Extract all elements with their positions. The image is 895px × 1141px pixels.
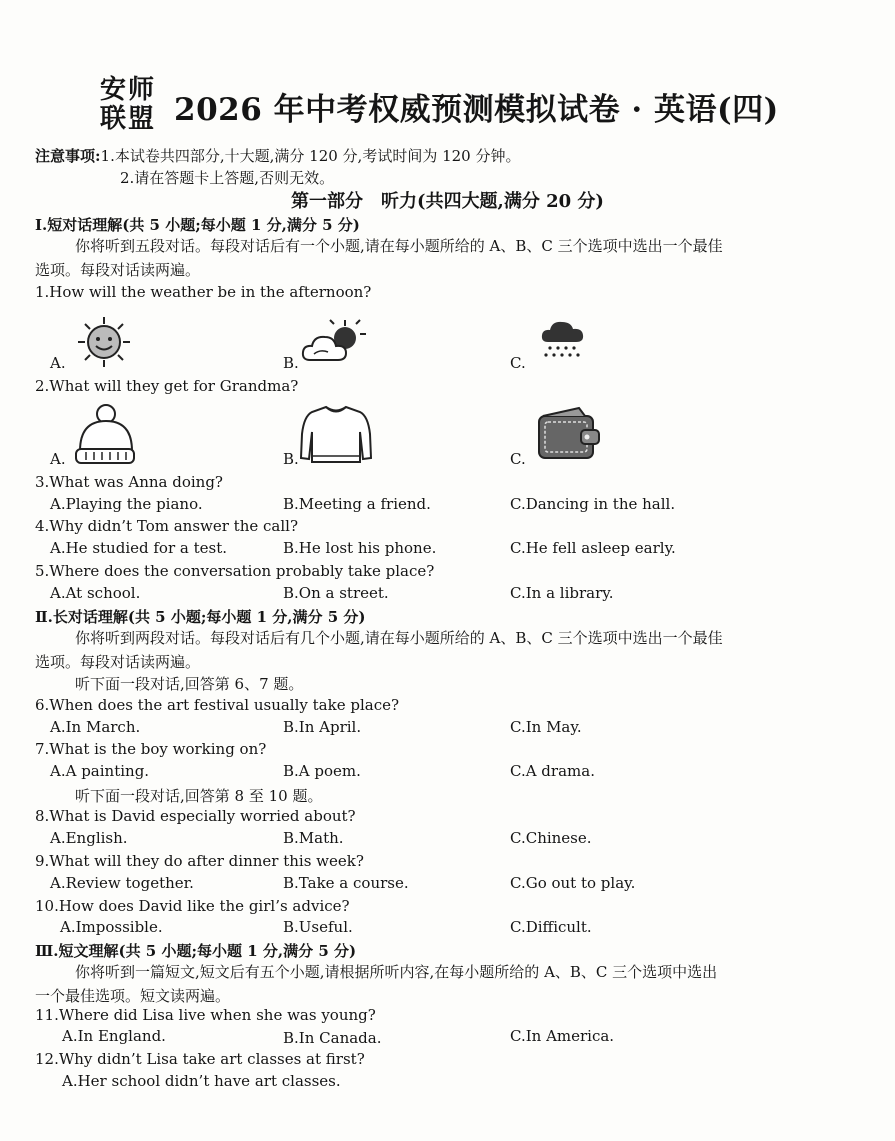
notice-label: 注意事项: <box>35 147 101 165</box>
q3-option-a: A.Playing the piano. <box>50 495 203 513</box>
notice-item-2: 2.请在答题卡上答题,否则无效。 <box>120 169 335 187</box>
section-2-instruction <box>35 627 870 649</box>
notice-item-1: 1.本试卷共四部分,十大题,满分 120 分,考试时间为 120 分钟。 <box>100 147 521 165</box>
section-1-heading: Ⅰ.短对话理解(共 5 小题;每小题 1 分,满分 5 分) <box>35 216 360 234</box>
q7-option-a: A.A painting. <box>50 762 150 780</box>
question-8: 8.What is David especially worried about? <box>35 807 356 825</box>
question-2: 2.What will they get for Grandma? <box>35 377 299 395</box>
q1-option-a-label: A. <box>50 354 66 372</box>
question-11: 11.Where did Lisa live when she was young? <box>35 1006 376 1024</box>
q5-option-a: A.At school. <box>50 584 141 602</box>
q10-option-c: C.Difficult. <box>510 918 592 936</box>
sun-icon <box>76 316 132 368</box>
q11-option-c: C.In America. <box>510 1027 615 1045</box>
q3-option-c: C.Dancing in the hall. <box>510 495 676 513</box>
exam-title: 2026 年中考权威预测模拟试卷 · 英语(四) <box>174 92 779 128</box>
q7-option-b: B.A poem. <box>283 762 361 780</box>
q6-option-b: B.In April. <box>283 718 362 736</box>
q2-option-a-label: A. <box>50 450 66 468</box>
section-2-sub-2: 听下面一段对话,回答第 8 至 10 题。 <box>75 787 323 805</box>
publisher-logo <box>100 76 170 134</box>
question-3: 3.What was Anna doing? <box>35 473 223 491</box>
q2-option-b-label: B. <box>283 450 299 468</box>
q12-option-a: A.Her school didn’t have art classes. <box>62 1072 341 1090</box>
q9-option-c: C.Go out to play. <box>510 874 636 892</box>
wallet-icon <box>535 406 601 462</box>
question-5: 5.Where does the conversation probably take place? <box>35 562 435 580</box>
question-4: 4.Why didn’t Tom answer the call? <box>35 517 298 535</box>
q9-option-b: B.Take a course. <box>283 874 409 892</box>
question-9: 9.What will they do after dinner this week? <box>35 852 364 870</box>
q6-option-c: C.In May. <box>510 718 582 736</box>
section-2-sub-1: 听下面一段对话,回答第 6、7 题。 <box>75 675 304 693</box>
question-12: 12.Why didn’t Lisa take art classes at first? <box>35 1050 365 1068</box>
exam-header <box>100 76 820 136</box>
section-2-instruction-line-2: 选项。每段对话读两遍。 <box>35 653 201 671</box>
notice-line-1 <box>35 145 521 166</box>
q3-option-b: B.Meeting a friend. <box>283 495 431 513</box>
section-3-instruction <box>35 961 870 983</box>
sweater-icon <box>300 404 372 466</box>
section-2-heading: Ⅱ.长对话理解(共 5 小题;每小题 1 分,满分 5 分) <box>35 608 366 626</box>
q8-option-a: A.English. <box>50 829 128 847</box>
q11-option-b: B.In Canada. <box>283 1029 382 1047</box>
logo-line-1: 安师 <box>100 75 157 105</box>
q7-option-c: C.A drama. <box>510 762 595 780</box>
section-3-instruction-line-2: 一个最佳选项。短文读两遍。 <box>35 987 231 1005</box>
q4-option-c: C.He fell asleep early. <box>510 539 676 557</box>
q9-option-a: A.Review together. <box>50 874 194 892</box>
q10-option-b: B.Useful. <box>283 918 353 936</box>
logo-line-2: 联盟 <box>100 104 157 134</box>
q4-option-b: B.He lost his phone. <box>283 539 437 557</box>
q11-option-a: A.In England. <box>62 1027 166 1045</box>
q5-option-b: B.On a street. <box>283 584 389 602</box>
q6-option-a: A.In March. <box>50 718 141 736</box>
q8-option-c: C.Chinese. <box>510 829 592 847</box>
section-2-instruction-line-1: 你将听到两段对话。每段对话后有几个小题,请在每小题所给的 A、B、C 三个选项中选出一个最佳 <box>75 629 723 647</box>
partly-cloudy-icon <box>300 318 370 368</box>
q8-option-b: B.Math. <box>283 829 344 847</box>
rain-cloud-icon <box>540 318 590 362</box>
q1-option-c-label: C. <box>510 354 526 372</box>
part-1-title: 第一部分 听力(共四大题,满分 20 分) <box>291 191 604 212</box>
question-7: 7.What is the boy working on? <box>35 740 267 758</box>
section-1-instruction-line-1: 你将听到五段对话。每段对话后有一个小题,请在每小题所给的 A、B、C 三个选项中选出一个最佳 <box>75 237 723 255</box>
section-3-instruction-line-1: 你将听到一篇短文,短文后有五个小题,请根据所听内容,在每小题所给的 A、B、C 三个选项中选出 <box>75 963 718 981</box>
q1-option-b-label: B. <box>283 354 299 372</box>
q10-option-a: A.Impossible. <box>60 918 163 936</box>
q2-option-c-label: C. <box>510 450 526 468</box>
section-1-instruction <box>35 235 870 257</box>
q5-option-c: C.In a library. <box>510 584 614 602</box>
question-1: 1.How will the weather be in the afternoon? <box>35 283 372 301</box>
question-10: 10.How does David like the girl’s advice? <box>35 897 350 915</box>
section-3-heading: Ⅲ.短文理解(共 5 小题;每小题 1 分,满分 5 分) <box>35 942 357 960</box>
section-1-instruction-line-2: 选项。每段对话读两遍。 <box>35 261 201 279</box>
question-6: 6.When does the art festival usually take place? <box>35 696 400 714</box>
q4-option-a: A.He studied for a test. <box>50 539 227 557</box>
knit-hat-icon <box>72 403 136 467</box>
